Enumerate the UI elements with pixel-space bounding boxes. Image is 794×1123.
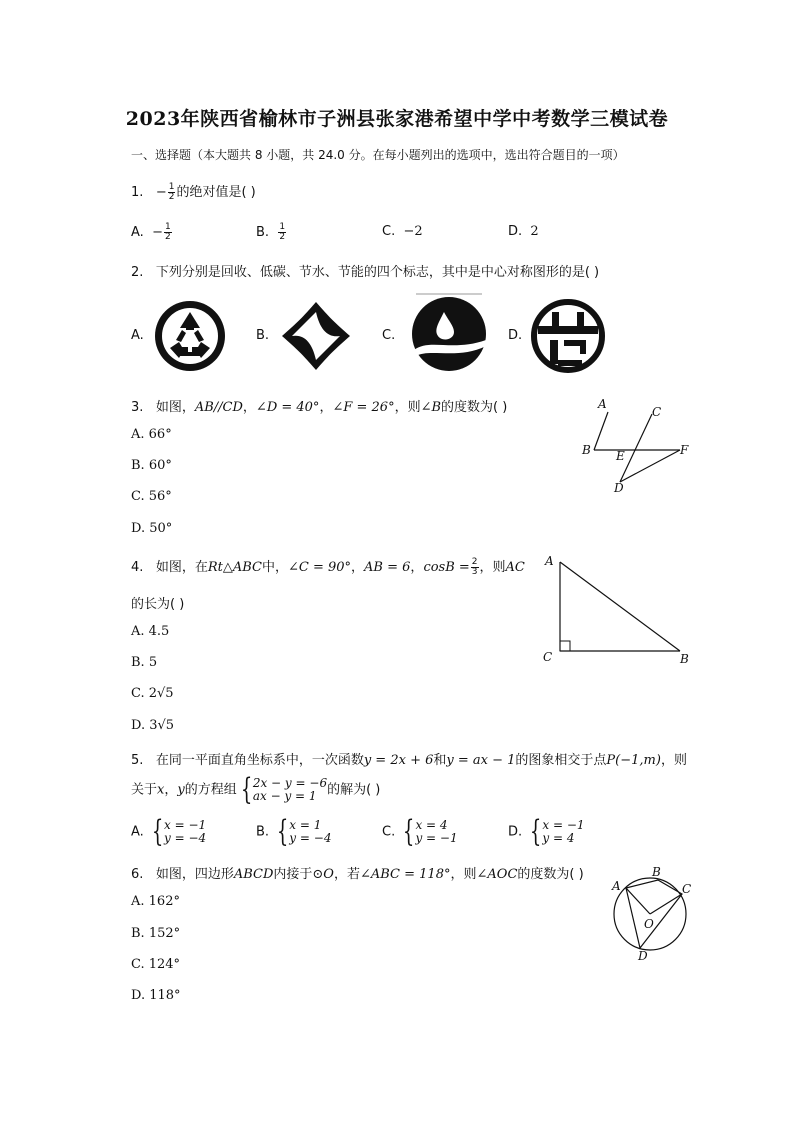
q1-option-c[interactable]: C. −2: [382, 224, 423, 239]
label-f: F: [680, 443, 689, 457]
q6-option-d[interactable]: D. 118°: [131, 988, 181, 1003]
q5-option-c[interactable]: C. { x = 4 y = −1: [382, 814, 458, 849]
q1-option-d[interactable]: D. 2: [508, 224, 539, 239]
energy-saving-icon: [530, 296, 606, 374]
q4-option-d[interactable]: D. 3√5: [131, 718, 175, 733]
label-a: A: [612, 879, 621, 893]
q6-figure: [604, 860, 700, 966]
label-a: A: [545, 554, 554, 568]
q2-option-d-label[interactable]: D.: [508, 328, 523, 343]
question-text: 的绝对值是( ): [176, 185, 256, 200]
q2-option-b-label[interactable]: B.: [256, 328, 270, 343]
q6-option-c[interactable]: C. 124°: [131, 957, 181, 972]
water-saving-icon: [408, 290, 490, 376]
q6-option-b[interactable]: B. 152°: [131, 926, 181, 941]
q2-option-c-label[interactable]: C.: [382, 328, 396, 343]
q3-option-b[interactable]: B. 60°: [131, 458, 172, 473]
q1-option-a[interactable]: A. − $\frac{1}{2}$: [131, 222, 171, 242]
fraction: $\frac{1}{2}$: [168, 182, 175, 202]
section-heading: 一、选择题（本大题共 8 小题，共 24.0 分。在每小题列出的选项中，选出符合题目的一项）: [131, 148, 625, 162]
q4-option-c[interactable]: C. 2√5: [131, 686, 174, 701]
question-3: 3. 如图，AB//CD，∠D = 40°，∠F = 26°，则∠B的度数为( ): [131, 400, 508, 415]
question-6: 6. 如图，四边形ABCD内接于⊙O，若∠ABC = 118°，则∠AOC的度数为( ): [131, 867, 584, 882]
label-a: A: [598, 397, 607, 411]
label-c: C: [682, 882, 692, 896]
question-1: [131, 181, 256, 202]
q4-option-a[interactable]: A. 4.5: [131, 624, 170, 639]
question-4-line2: 的长为( ): [131, 597, 185, 612]
q4-option-b[interactable]: B. 5: [131, 655, 158, 670]
q6-option-a[interactable]: A. 162°: [131, 894, 180, 909]
question-5: 5. 在同一平面直角坐标系中，一次函数y = 2x + 6和y = ax − 1的图象相交于点P(−1,m)，则: [131, 753, 687, 768]
q3-figure: [576, 394, 696, 498]
label-b: B: [680, 652, 689, 666]
q5-option-a[interactable]: A. { x = −1 y = −4: [131, 814, 207, 849]
label-c: C: [543, 650, 553, 664]
q4-figure: [538, 548, 698, 670]
question-2: 2. 下列分别是回收、低碳、节水、节能的四个标志，其中是中心对称图形的是( ): [131, 265, 600, 280]
q3-option-d[interactable]: D. 50°: [131, 521, 173, 536]
label-d: D: [614, 481, 624, 495]
recycle-icon: [152, 298, 228, 374]
q5-option-b[interactable]: B. { x = 1 y = −4: [256, 814, 332, 849]
low-carbon-icon: [278, 298, 354, 374]
q3-option-c[interactable]: C. 56°: [131, 489, 172, 504]
q2-option-a-label[interactable]: A.: [131, 328, 144, 343]
question-5-line2: 关于x，y的方程组 { 2x − y = −6 ax − y = 1 的解为( ): [131, 772, 381, 807]
label-e: E: [616, 449, 625, 463]
label-b: B: [582, 443, 591, 457]
label-b: B: [652, 865, 661, 879]
page-title: 2023年陕西省榆林市子洲县张家港希望中学中考数学三模试卷: [125, 108, 669, 130]
q3-option-a[interactable]: A. 66°: [131, 427, 172, 442]
q5-option-d[interactable]: D. { x = −1 y = 4: [508, 814, 585, 849]
question-4: 4. 如图，在Rt△ABC中，∠C = 90°，AB = 6，cosB = $\frac{2}{3}$ ，则AC: [131, 557, 525, 577]
label-c: C: [652, 405, 662, 419]
label-o: O: [644, 917, 654, 931]
q1-option-b[interactable]: B. $\frac{1}{2}$: [256, 222, 286, 242]
minus-sign: −: [155, 185, 167, 200]
question-number: 1.: [131, 185, 144, 200]
label-d: D: [638, 949, 648, 963]
